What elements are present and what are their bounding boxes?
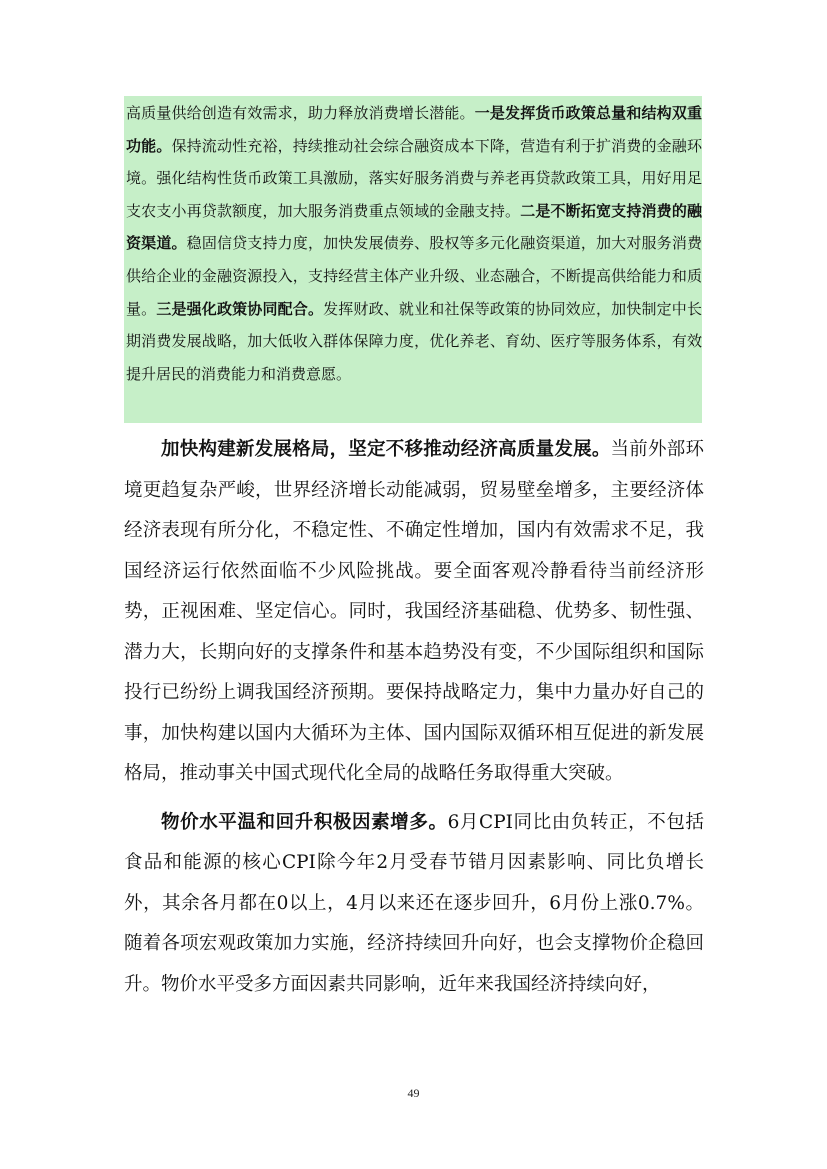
box-text-3: 稳固信贷支持力度，加快发展债券、股权等多元化融资渠道，加大对服务消费供给企业的金融资源投入，支持经营主体产业升级、业态融合，不断提高供给能力和质量。	[126, 234, 702, 318]
box-bold-1: 一是发挥货币政策总量和结构双重功能。	[126, 104, 702, 155]
box-text-2: 保持流动性充裕，持续推动社会综合融资成本下降，营造有利于扩消费的金融环境。强化结构性货币政策工具激励，落实好服务消费与养老再贷款政策工具，用好用足支农支小再贷款额度，加大服务消费重点领域的金融支持。	[126, 136, 702, 220]
paragraph-price-level	[124, 803, 704, 1006]
box-text-1: 高质量供给创造有效需求，助力释放消费增长潜能。	[126, 104, 475, 122]
paragraph-text-2: 6月CPI同比由负转正，不包括食品和能源的核心CPI除今年2月受春节错月因素影响、同比负增长外，其余各月都在0以上，4月以来还在逐步回升，6月份上涨0.7%。随着各项宏观政策加力实施，经济持续回升向好，也会支撑物价企稳回升。物价水平受多方面因素共同影响，近年来我国经济持续向好，	[124, 811, 704, 995]
box-bold-2: 二是不断拓宽支持消费的融资渠道。	[126, 201, 702, 253]
highlighted-text-box	[124, 96, 702, 423]
box-paragraph	[126, 97, 702, 390]
paragraph-text-1: 当前外部环境更趋复杂严峻，世界经济增长动能减弱，贸易壁垒增多，主要经济体经济表现有所分化，不稳定性、不确定性增加，国内有效需求不足，我国经济运行依然面临不少风险挑战。要全面客观冷静看待当前经济形势，正视困难、坚定信心。同时，我国经济基础稳、优势多、韧性强、潜力大，长期向好的支撑条件和基本趋势没有变，不少国际组织和国际投行已纷纷上调我国经济预期。要保持战略定力，集中力量办好自己的事，加快构建以国内大循环为主体、国内国际双循环相互促进的新发展格局，推动事关中国式现代化全局的战略任务取得重大突破。	[124, 439, 704, 784]
paragraph-lead-2: 物价水平温和回升积极因素增多。	[161, 811, 448, 833]
paragraph-new-development-pattern	[124, 430, 704, 795]
box-bold-3: 三是强化政策协同配合。	[156, 299, 324, 318]
box-text-4: 发挥财政、就业和社保等政策的协同效应，加快制定中长期消费发展战略，加大低收入群体保障力度，优化养老、育幼、医疗等服务体系，有效提升居民的消费能力和消费意愿。	[126, 299, 702, 383]
page-number: 49	[407, 1086, 420, 1100]
paragraph-lead-1: 加快构建新发展格局，坚定不移推动经济高质量发展。	[161, 439, 611, 460]
body-text	[124, 430, 704, 1005]
